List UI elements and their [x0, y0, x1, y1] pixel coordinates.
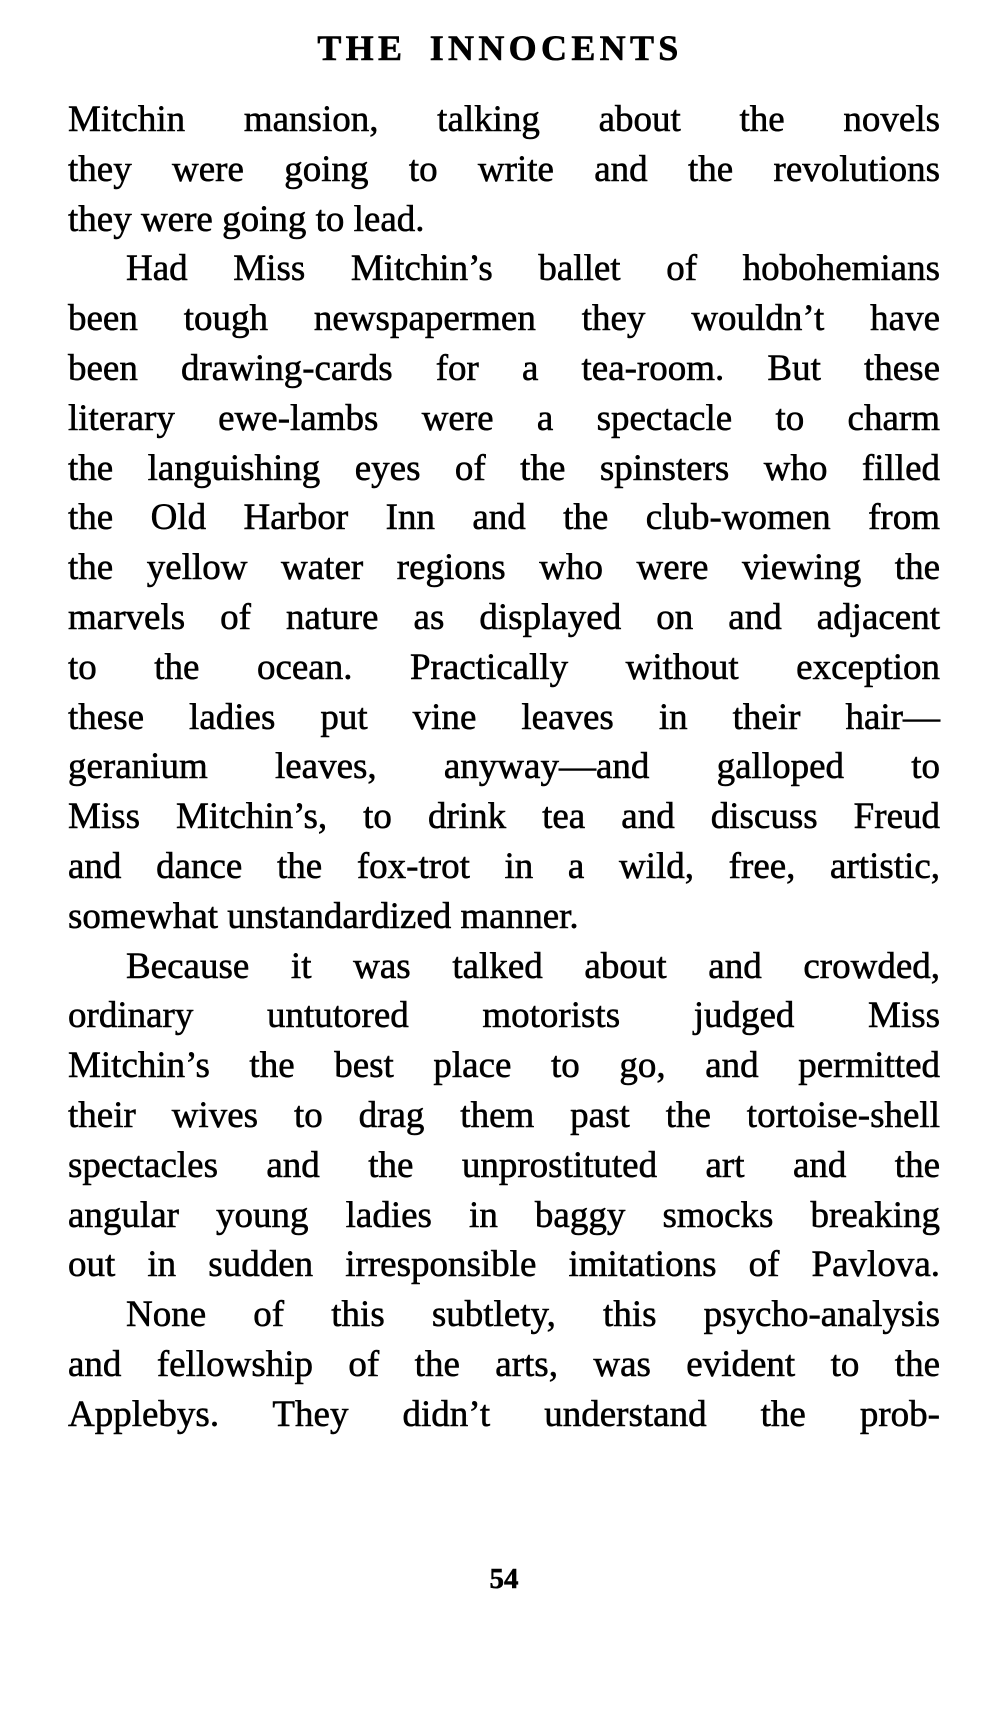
text-line: and dance the fox-trot in a wild, free, artistic, [68, 845, 940, 887]
text-line: Applebys. They didn’t understand the prob- [68, 1393, 940, 1435]
text-line: they were going to lead. [68, 198, 425, 240]
text-line: out in sudden irresponsible imitations of Pavlova. [68, 1244, 940, 1286]
text-line: the yellow water regions who were viewing the [68, 547, 940, 589]
running-header: THE INNOCENTS [317, 28, 683, 68]
text-line: their wives to drag them past the tortoise-shell [68, 1094, 940, 1136]
text-line: the Old Harbor Inn and the club-women from [68, 497, 940, 539]
page-text [68, 95, 940, 1440]
text-line: Because it was talked about and crowded, [126, 945, 940, 987]
page-number: 54 [489, 1563, 519, 1595]
text-line: Had Miss Mitchin’s ballet of hobohemians [126, 248, 940, 290]
text-line: these ladies put vine leaves in their hair— [68, 696, 940, 738]
text-line: spectacles and the unprostituted art and the [68, 1144, 940, 1186]
text-line: Mitchin’s the best place to go, and permitted [68, 1045, 940, 1087]
text-line: been drawing-cards for a tea-room. But these [68, 347, 940, 389]
text-line: marvels of nature as displayed on and adjacent [68, 596, 940, 638]
text-line: literary ewe-lambs were a spectacle to charm [68, 397, 940, 439]
text-line: the languishing eyes of the spinsters who filled [68, 447, 940, 489]
text-line: angular young ladies in baggy smocks breaking [68, 1194, 940, 1236]
text-line: None of this subtlety, this psycho-analysis [126, 1294, 940, 1336]
text-line: and fellowship of the arts, was evident to the [68, 1343, 940, 1385]
text-line: geranium leaves, anyway—and galloped to [68, 746, 940, 788]
text-line: been tough newspapermen they wouldn’t have [68, 298, 940, 340]
text-line: to the ocean. Practically without exception [68, 646, 940, 688]
text-line: Miss Mitchin’s, to drink tea and discuss Freud [68, 796, 940, 838]
text-line: ordinary untutored motorists judged Miss [68, 995, 940, 1037]
text-line: somewhat unstandardized manner. [68, 895, 579, 937]
text-line: Mitchin mansion, talking about the novels [68, 99, 940, 140]
text-line: they were going to write and the revolutions [68, 148, 940, 190]
